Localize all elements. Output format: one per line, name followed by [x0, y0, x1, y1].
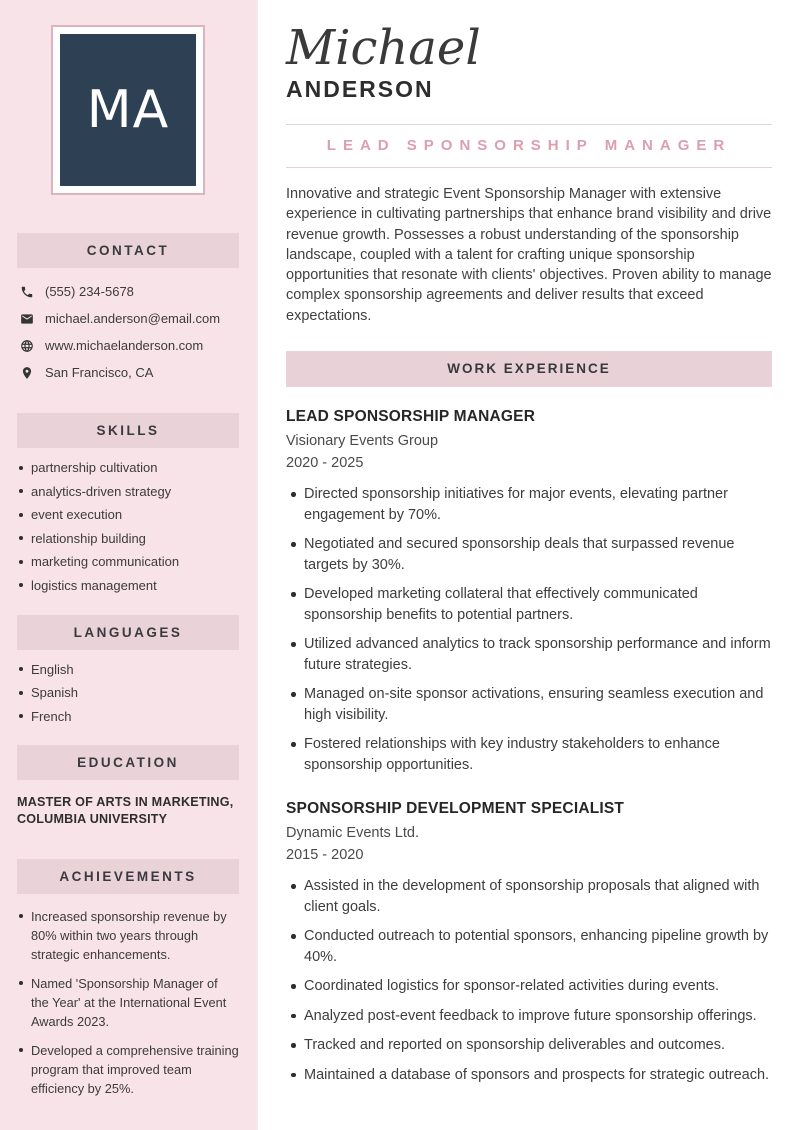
job-entry-company: Dynamic Events Ltd. — [286, 825, 419, 842]
job-bullet-text: Negotiated and secured sponsorship deals that surpassed revenue targets by 30%. — [304, 536, 735, 573]
job-bullet-text: Coordinated logistics for sponsor-related activities during events. — [304, 978, 720, 995]
work-experience-heading — [286, 351, 772, 387]
bullet-dot — [291, 592, 296, 597]
achievement-item — [17, 974, 239, 1031]
skill-label: relationship building — [31, 530, 146, 546]
bullet-dot — [291, 642, 296, 647]
bullet-dot — [291, 934, 296, 939]
globe-icon — [20, 339, 34, 353]
monogram-frame — [51, 25, 205, 195]
contact-email-text: michael.anderson@email.com — [45, 311, 221, 326]
bullet-dot — [291, 692, 296, 697]
contact-location-text: San Francisco, CA — [45, 365, 154, 380]
bullet-dot — [19, 560, 23, 564]
bullet-dot — [19, 536, 23, 540]
education-degree: MASTER OF ARTS IN MARKETING, COLUMBIA UNIVERSITY — [17, 794, 234, 826]
achievement-item — [17, 1041, 239, 1098]
job-entry-dates: 2020 - 2025 — [286, 455, 364, 472]
achievements-heading-label: ACHIEVEMENTS — [59, 868, 197, 884]
bullet-dot — [291, 984, 296, 989]
bullet-dot — [19, 583, 23, 587]
education-section-heading — [17, 745, 239, 780]
job-bullet-item — [286, 534, 772, 575]
job-bullet-text: Tracked and reported on sponsorship deliverables and outcomes. — [304, 1037, 726, 1054]
job-bullet-text: Managed on-site sponsor activations, ensuring seamless execution and high visibility. — [304, 686, 764, 723]
job-entry-bullets — [286, 484, 772, 775]
skill-label: event execution — [31, 507, 123, 522]
job-entry-title: SPONSORSHIP DEVELOPMENT SPECIALIST — [286, 800, 625, 818]
contact-list — [17, 278, 239, 386]
languages-section-heading — [17, 615, 239, 650]
monogram-box — [60, 34, 196, 186]
job-bullet-item — [286, 876, 772, 917]
language-item — [17, 686, 239, 699]
sidebar — [0, 0, 258, 1130]
education-heading-label: EDUCATION — [77, 754, 179, 770]
bullet-dot — [19, 667, 23, 671]
job-bullet-text: Directed sponsorship initiatives for major events, elevating partner engagement by 70%. — [304, 486, 728, 523]
contact-item-email — [17, 305, 239, 332]
bullet-dot — [291, 742, 296, 747]
skill-label: analytics-driven strategy — [31, 483, 172, 499]
work-experience-label: WORK EXPERIENCE — [447, 361, 611, 377]
bullet-dot — [291, 884, 296, 889]
job-bullet-text: Assisted in the development of sponsorship proposals that aligned with client goals. — [304, 878, 760, 915]
skill-label: logistics management — [31, 577, 157, 593]
job-bullet-item — [286, 634, 772, 675]
skill-item — [17, 579, 239, 592]
job-bullet-item — [286, 926, 772, 967]
job-bullet-item — [286, 1035, 772, 1056]
bullet-dot — [291, 542, 296, 547]
skills-section-heading — [17, 413, 239, 448]
job-entry-1 — [286, 408, 772, 775]
achievement-label: Developed a comprehensive training program that improved team efficiency by 25%. — [31, 1042, 239, 1096]
job-bullet-item — [286, 1065, 772, 1086]
languages-list — [17, 663, 239, 723]
job-entry-bullets — [286, 876, 772, 1085]
contact-item-website — [17, 332, 239, 359]
job-bullet-text: Analyzed post-event feedback to improve future sponsorship offerings. — [304, 1007, 757, 1024]
languages-heading-label: LANGUAGES — [73, 624, 183, 640]
achievement-item — [17, 907, 239, 964]
skill-item — [17, 555, 239, 568]
main-column — [258, 0, 800, 1130]
job-entry-dates: 2015 - 2020 — [286, 847, 364, 864]
job-bullet-text: Maintained a database of sponsors and prospects for strategic outreach. — [304, 1066, 770, 1083]
achievement-label: Increased sponsorship revenue by 80% within two years through strategic enhancements. — [31, 908, 227, 962]
job-bullet-item — [286, 1006, 772, 1027]
language-item — [17, 663, 239, 676]
job-bullet-item — [286, 976, 772, 997]
job-entry-title: LEAD SPONSORSHIP MANAGER — [286, 408, 536, 426]
language-label: Spanish — [31, 685, 78, 700]
contact-phone-text: (555) 234-5678 — [45, 284, 134, 299]
job-bullet-item — [286, 584, 772, 625]
contact-heading-label: CONTACT — [86, 243, 170, 258]
skill-label: partnership cultivation — [31, 460, 158, 475]
achievement-label: Named 'Sponsorship Manager of the Year' at the International Event Awards 2023. — [31, 975, 227, 1029]
language-item — [17, 710, 239, 723]
job-bullet-text: Developed marketing collateral that effectively communicated sponsorship benefits to potential partners. — [304, 586, 698, 623]
monogram-initials: MA — [86, 80, 170, 140]
bullet-dot — [19, 914, 23, 918]
job-title: LEAD SPONSORSHIP MANAGER — [326, 137, 732, 154]
job-entry-2 — [286, 800, 772, 1085]
bullet-dot — [19, 489, 23, 493]
achievements-section-heading — [17, 859, 239, 894]
job-title-block — [286, 124, 772, 168]
job-bullet-text: Fostered relationships with key industry stakeholders to enhance sponsorship opportunities. — [304, 736, 720, 773]
contact-item-location — [17, 359, 239, 386]
bullet-dot — [19, 981, 23, 985]
location-icon — [20, 366, 34, 380]
skill-item — [17, 532, 239, 545]
job-entry-company: Visionary Events Group — [286, 433, 439, 450]
first-name: Michael — [286, 20, 481, 76]
phone-icon — [20, 285, 34, 299]
bullet-dot — [291, 1014, 296, 1019]
bullet-dot — [19, 466, 23, 470]
job-bullet-item — [286, 484, 772, 525]
skill-item — [17, 508, 239, 521]
professional-summary: Innovative and strategic Event Sponsorship Manager with extensive experience in cultivating partnerships that enhance brand visibility and drive revenue growth. Possesses a robust understanding of the sponsorship landscape, coupled with a talent for crafting unique sponsorship opportunities that resonate with clients' objectives. Proven ability to manage complex sponsorship agreements and deliver results that exceed expectations. — [286, 186, 772, 324]
bullet-dot — [19, 691, 23, 695]
contact-website-text: www.michaelanderson.com — [45, 338, 204, 353]
skills-list — [17, 461, 239, 592]
language-label: English — [31, 661, 74, 677]
bullet-dot — [291, 1043, 296, 1048]
skill-label: marketing communication — [31, 554, 180, 569]
language-label: French — [31, 708, 72, 724]
bullet-dot — [19, 513, 23, 517]
bullet-dot — [19, 714, 23, 718]
job-bullet-text: Utilized advanced analytics to track sponsorship performance and inform future strategies. — [304, 636, 771, 673]
job-bullet-item — [286, 684, 772, 725]
job-bullet-text: Conducted outreach to potential sponsors, enhancing pipeline growth by 40%. — [304, 928, 769, 965]
email-icon — [20, 312, 34, 326]
bullet-dot — [19, 1048, 23, 1052]
skill-item — [17, 485, 239, 498]
bullet-dot — [291, 1073, 296, 1078]
last-name: ANDERSON — [286, 76, 434, 102]
achievements-list — [17, 907, 239, 1098]
contact-item-phone — [17, 278, 239, 305]
skill-item — [17, 461, 239, 474]
contact-section-heading — [17, 233, 239, 268]
job-bullet-item — [286, 734, 772, 775]
bullet-dot — [291, 492, 296, 497]
skills-heading-label: SKILLS — [96, 423, 160, 438]
